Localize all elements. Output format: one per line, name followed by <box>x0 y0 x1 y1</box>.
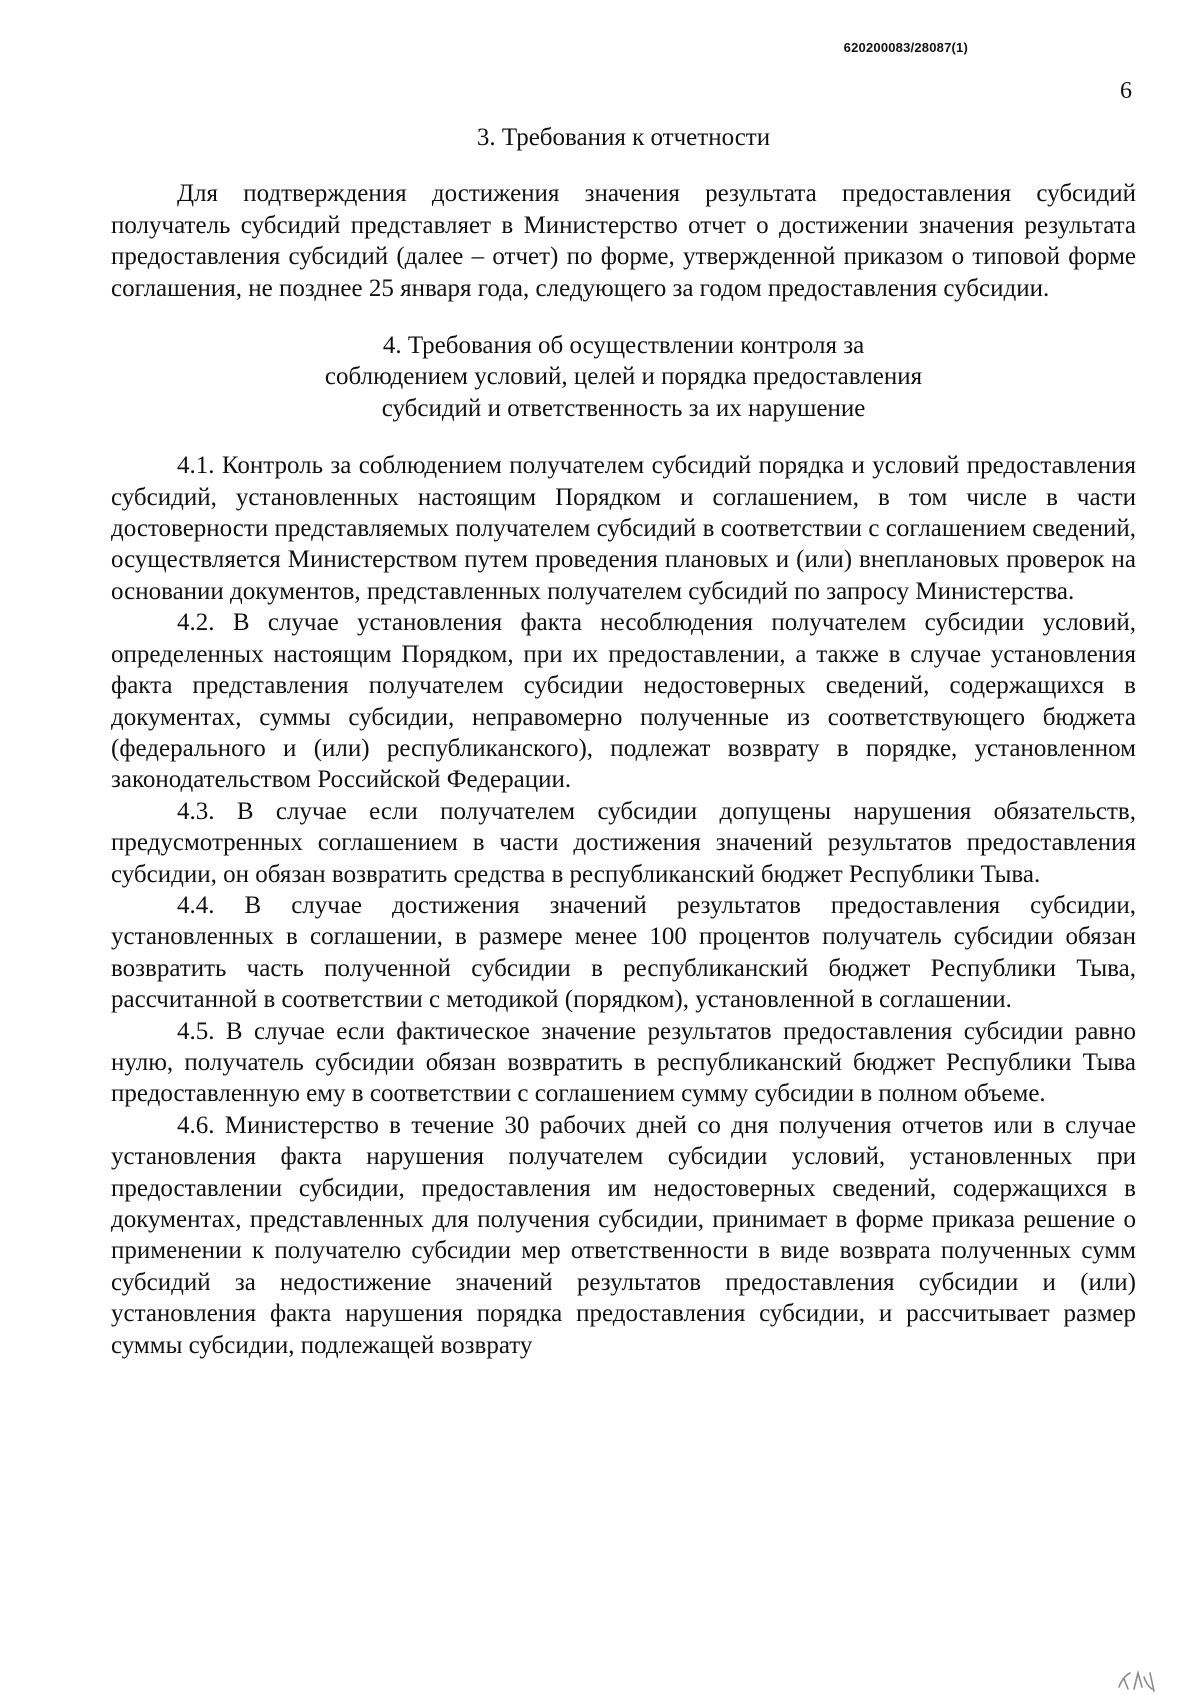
section-3-title <box>111 122 1136 153</box>
section-3-paragraph: Для подтверждения достижения значения результата предоставления субсидий получатель субсидий представляет в Министерство отчет о достижении значения результата предоставления субсидий (далее – отчет) по форме, утвержденной приказом о типовой форме соглашения, не позднее 25 января года, следующего за годом предоставления субсидии. <box>111 180 1136 302</box>
clause-4-4: 4.4. В случае достижения значений результатов предоставления субсидии, установленных в соглашении, в размере менее 100 процентов получатель субсидии обязан возвратить часть полученной субсидии в республиканский бюджет Республики Тыва, рассчитанной в соответствии с методикой (порядком), установленной в соглашении. <box>111 891 1136 1014</box>
clause-4-3: 4.3. В случае если получателем субсидии допущены нарушения обязательств, предусмотренных соглашением в части достижения значений результатов предоставления субсидии, он обязан возвратить средства в республиканский бюджет Республики Тыва. <box>111 797 1136 888</box>
section-4-title-line: соблюдением условий, целей и порядка предоставления <box>324 363 923 391</box>
section-4-title-line: субсидий и ответственность за их нарушение <box>381 394 866 422</box>
clause-4-5: 4.5. В случае если фактическое значение результатов предоставления субсидии равно нулю, получатель субсидии обязан возвратить в республиканский бюджет Республики Тыва предоставленную ему в соответствии с соглашением сумму субсидии в полном объеме. <box>111 1017 1136 1108</box>
section-4-title <box>111 330 1136 424</box>
clause-4-2: 4.2. В случае установления факта несоблюдения получателем субсидии условий, определенных настоящим Порядком, при их предоставлении, а также в случае установления факта представления получателем субсидии недостоверных сведений, содержащихся в документах, суммы субсидии, неправомерно полученные из соответствующего бюджета (федерального и (или) республиканского), подлежат возврату в порядке, установленном законодательством Российской Федерации. <box>111 609 1136 794</box>
clause-4-6: 4.6. Министерство в течение 30 рабочих дней со дня получения отчетов или в случае установления факта нарушения получателем субсидии условий, установленных при предоставлении субсидии, предоставления им недостоверных сведений, содержащихся в документах, представленных для получения субсидии, принимает в форме приказа решение о применении к получателю субсидии мер ответственности в виде возврата полученных сумм субсидий за недостижение значений результатов предоставления субсидии и (или) установления факта нарушения порядка предоставления субсидии, и рассчитывает размер суммы субсидии, подлежащей возврату <box>111 1111 1136 1359</box>
document-id: 620200083/28087(1) <box>843 40 968 55</box>
section-4-title-line: 4. Требования об осуществлении контроля за <box>382 332 865 360</box>
handwritten-mark <box>1116 1667 1158 1693</box>
page-number: 6 <box>1120 78 1132 104</box>
document-body <box>111 122 1136 1361</box>
section-3-title-text: 3. Требования к отчетности <box>476 124 771 151</box>
clause-4-1: 4.1. Контроль за соблюдением получателем субсидий порядка и условий предоставления субсидий, установленных настоящим Порядком и соглашением, в том числе в части достоверности представляемых получателем субсидий в соответствии с соглашением сведений, осуществляется Министерством путем проведения плановых и (или) внеплановых проверок на основании документов, представленных получателем субсидий по запросу Министерства. <box>111 452 1136 605</box>
